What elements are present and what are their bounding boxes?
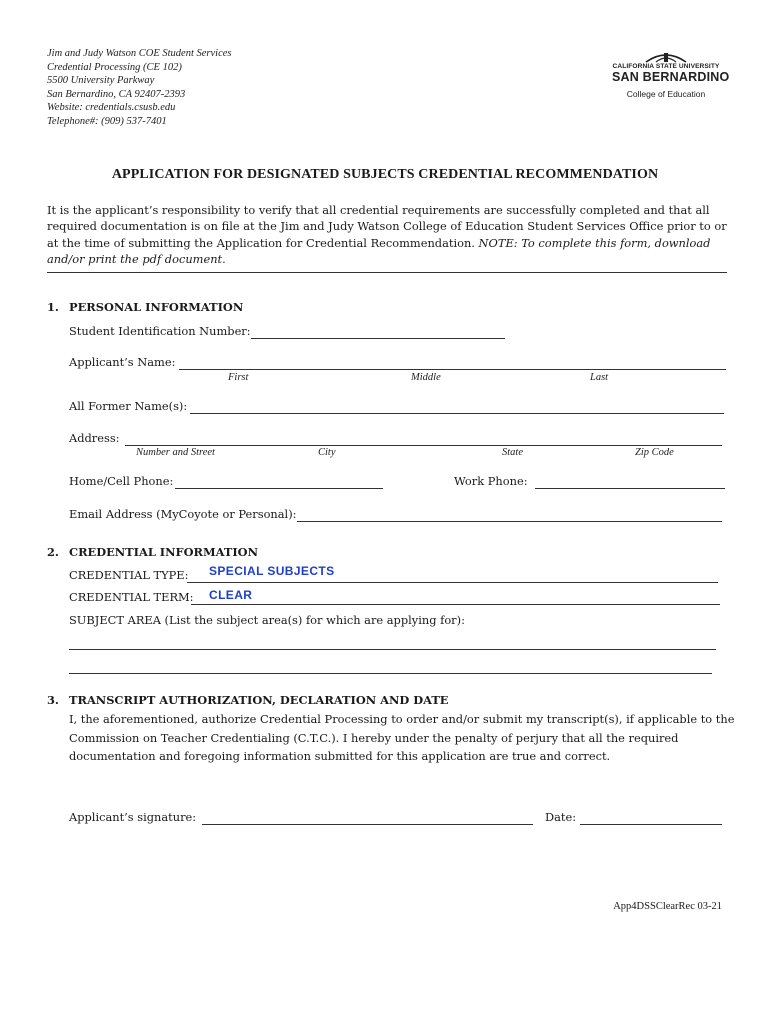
signature-field[interactable]	[202, 824, 533, 825]
email-label: Email Address (MyCoyote or Personal):	[69, 507, 297, 521]
home-phone-field[interactable]	[175, 488, 383, 489]
form-code: App4DSSClearRec 03-21	[613, 901, 722, 912]
applicant-name-label: Applicant’s Name:	[69, 355, 176, 369]
section-2-number: 2.	[47, 545, 59, 559]
address-city-caption: City	[318, 447, 336, 458]
student-id-label: Student Identification Number:	[69, 324, 251, 338]
subject-area-field-1[interactable]	[69, 649, 716, 650]
name-middle-caption: Middle	[411, 372, 441, 383]
student-id-field[interactable]	[251, 338, 505, 339]
name-first-caption: First	[228, 372, 249, 383]
section-1-number: 1.	[47, 300, 59, 314]
address-line: 5500 University Parkway	[47, 75, 155, 87]
work-phone-label: Work Phone:	[454, 474, 528, 488]
email-field[interactable]	[297, 521, 722, 522]
address-line: San Bernardino, CA 92407-2393	[47, 88, 186, 100]
section-3-heading: TRANSCRIPT AUTHORIZATION, DECLARATION AND DATE	[69, 693, 449, 707]
credential-type-label: CREDENTIAL TYPE:	[69, 568, 189, 582]
address-state-caption: State	[502, 447, 523, 458]
credential-term-label: CREDENTIAL TERM:	[69, 590, 194, 604]
university-logo	[612, 52, 730, 102]
credential-term-field[interactable]	[191, 604, 720, 605]
date-field[interactable]	[580, 824, 722, 825]
form-title: APPLICATION FOR DESIGNATED SUBJECTS CREDENTIAL RECOMMENDATION	[111, 167, 659, 182]
name-last-caption: Last	[590, 372, 609, 383]
intro-paragraph	[47, 202, 737, 268]
date-label: Date:	[545, 810, 577, 824]
work-phone-field[interactable]	[535, 488, 725, 489]
logo-line-3: College of Education	[626, 89, 706, 99]
former-names-label: All Former Name(s):	[69, 399, 188, 413]
website-line: Website: credentials.csusb.edu	[47, 102, 176, 114]
logo-line-2: SAN BERNARDINO	[612, 70, 730, 84]
address-line: Credential Processing (CE 102)	[47, 61, 182, 73]
section-3-number: 3.	[47, 693, 59, 707]
former-names-field[interactable]	[190, 413, 724, 414]
subject-area-label: SUBJECT AREA (List the subject area(s) for which are applying for):	[69, 613, 465, 627]
address-label: Address:	[69, 431, 120, 445]
intro-note: NOTE: To complete this form, download and/or print the pdf document.	[47, 235, 711, 267]
logo-line-1: CALIFORNIA STATE UNIVERSITY	[612, 63, 720, 70]
section-1-heading: PERSONAL INFORMATION	[69, 300, 244, 314]
address-line: Jim and Judy Watson COE Student Services	[47, 48, 232, 59]
applicant-name-field[interactable]	[179, 369, 726, 370]
declaration-text: I, the aforementioned, authorize Credential Processing to order and/or submit my transcript(s), if applicable to the Commission on Teacher Credentialing (C.T.C.). I hereby under the penalty of perjury that all the required documentation and foregoing information submitted for this application are true and correct.	[69, 712, 735, 764]
subject-area-field-2[interactable]	[69, 673, 712, 674]
home-phone-label: Home/Cell Phone:	[69, 474, 174, 488]
csusb-arch-logo-icon	[612, 50, 720, 64]
signature-label: Applicant’s signature:	[69, 810, 197, 824]
address-zip-caption: Zip Code	[635, 447, 674, 458]
address-field[interactable]	[125, 445, 722, 446]
section-2-heading: CREDENTIAL INFORMATION	[69, 545, 258, 559]
credential-type-value[interactable]: SPECIAL SUBJECTS	[209, 564, 335, 578]
divider	[47, 272, 727, 273]
telephone-line: Telephone#: (909) 537-7401	[47, 115, 167, 127]
credential-term-value[interactable]: CLEAR	[209, 588, 253, 602]
address-street-caption: Number and Street	[136, 447, 215, 458]
office-address	[47, 47, 232, 129]
credential-type-field[interactable]	[187, 582, 718, 583]
intro-text: It is the applicant’s responsibility to verify that all credential requirements are successfully completed and that all required documentation is on file at the Jim and Judy Watson College of Education Student Services Office prior to or at the time of submitting the Application for Credential Recommendation.	[47, 203, 727, 250]
